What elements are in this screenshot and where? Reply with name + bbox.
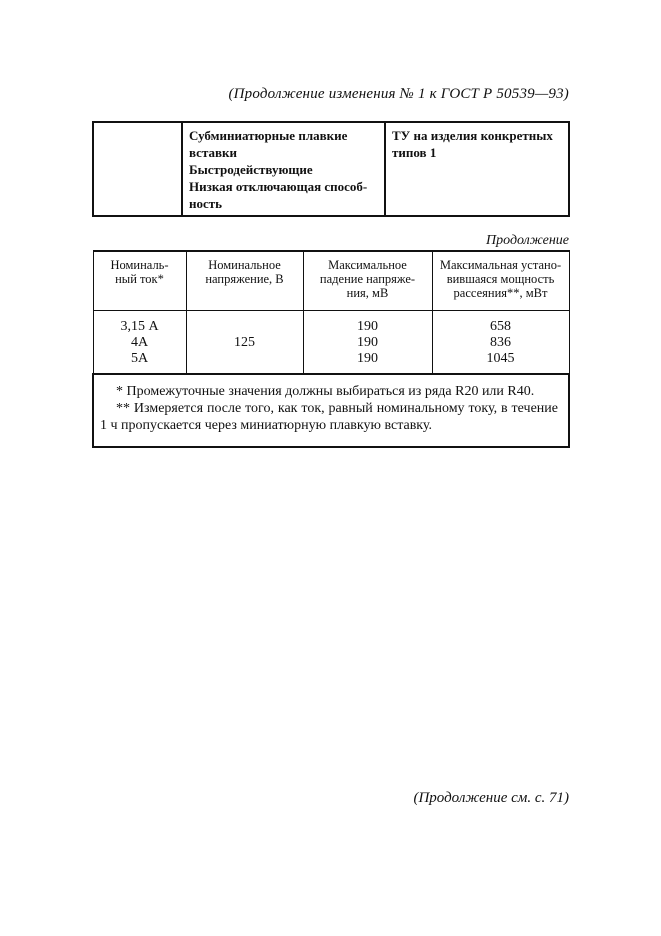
- power-dissipation-value: 836: [490, 335, 511, 350]
- footnote-measurement: ** Измеряется после того, как ток, равный номинальному току, в течение 1 ч пропускается через миниатюрную плавкую вставку.: [100, 401, 558, 433]
- header-voltage-drop: [303, 251, 432, 311]
- header-rated-current: [93, 251, 186, 311]
- header-continuation-note: (Продолжение изменения № 1 к ГОСТ Р 50539—93): [228, 86, 569, 102]
- footer-continuation-note: (Продолжение см. с. 71): [413, 790, 569, 806]
- description-line: Субминиатюрные плавкие: [189, 128, 348, 143]
- footnote-series: * Промежуточные значения должны выбираться из ряда R20 или R40.: [116, 384, 535, 399]
- voltage-drop-value: 190: [357, 319, 378, 334]
- specification-line: типов 1: [392, 145, 437, 160]
- top-fuse-table: [92, 121, 570, 217]
- power-dissipation-cell: [432, 311, 569, 375]
- rated-current-value: 4А: [130, 335, 149, 350]
- power-dissipation-value: 658: [490, 319, 511, 334]
- table-header-row: [93, 251, 569, 311]
- specification-cell: [385, 122, 569, 216]
- header-line: Максимальное: [328, 258, 407, 272]
- notes-cell: [93, 374, 569, 447]
- empty-cell: [93, 122, 182, 216]
- header-line: напряжение, В: [205, 272, 284, 286]
- rated-current-value: 3,15 А: [120, 319, 159, 334]
- header-line: ный ток*: [115, 272, 164, 286]
- description-line: вставки: [189, 145, 237, 160]
- header-line: рассеяния**, мВт: [453, 286, 548, 300]
- header-line: Номинальное: [208, 258, 281, 272]
- description-line: ность: [189, 196, 223, 211]
- header-line: ния, мВ: [346, 286, 389, 300]
- specification-line: ТУ на изделия конкретных: [392, 128, 553, 143]
- notes-row: [93, 374, 569, 447]
- description-line: Низкая отключающая способ-: [189, 179, 368, 194]
- rated-voltage-value: 125: [234, 335, 255, 350]
- header-power-dissipation: [432, 251, 569, 311]
- table-row: [93, 122, 569, 216]
- voltage-drop-cell: [303, 311, 432, 375]
- rated-current-value: 5А: [130, 351, 149, 366]
- rated-current-cell: [93, 311, 186, 375]
- fuse-description-cell: [182, 122, 385, 216]
- description-line: Быстродействующие: [189, 162, 313, 177]
- table-row: [93, 311, 569, 375]
- header-line: Максимальная устано-: [439, 258, 562, 272]
- voltage-drop-value: 190: [357, 335, 378, 350]
- rated-voltage-cell: [186, 311, 303, 375]
- header-line: Номиналь-: [110, 258, 169, 272]
- fuse-ratings-table: [92, 250, 570, 448]
- header-line: падение напряже-: [319, 272, 416, 286]
- power-dissipation-value: 1045: [486, 351, 515, 366]
- continuation-label: Продолжение: [486, 233, 569, 248]
- voltage-drop-value: 190: [357, 351, 378, 366]
- header-rated-voltage: [186, 251, 303, 311]
- header-line: вившаяся мощность: [446, 272, 555, 286]
